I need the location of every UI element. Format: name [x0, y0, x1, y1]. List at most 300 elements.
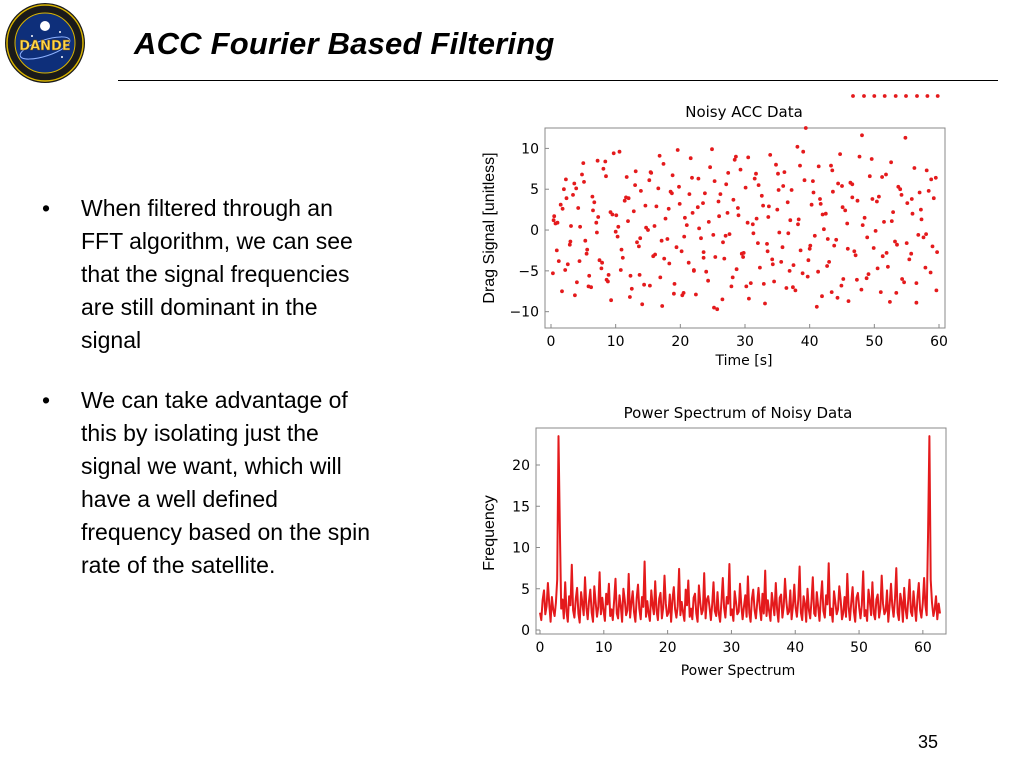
scatter-point: [724, 234, 728, 238]
x-tick-label: 40: [800, 334, 819, 350]
scatter-point: [850, 196, 854, 200]
x-tick-label: 50: [850, 640, 868, 656]
y-tick-label: 15: [512, 499, 530, 516]
x-tick-label: 40: [786, 640, 805, 656]
scatter-point: [602, 167, 606, 171]
scatter-point: [874, 229, 878, 233]
scatter-point: [592, 200, 596, 204]
scatter-point: [688, 192, 692, 196]
scatter-point: [713, 179, 717, 183]
scatter-point: [832, 244, 836, 248]
scatter-point: [614, 230, 618, 234]
scatter-point: [682, 235, 686, 239]
scatter-point: [905, 201, 909, 205]
scatter-point: [563, 268, 567, 272]
scatter-point: [796, 222, 800, 226]
scatter-point: [587, 274, 591, 278]
scatter-point: [616, 225, 620, 229]
scatter-point: [834, 238, 838, 242]
scatter-point: [569, 240, 573, 244]
scatter-point: [737, 213, 741, 217]
scatter-point: [571, 193, 575, 197]
scatter-point: [710, 147, 714, 151]
scatter-point: [660, 239, 664, 243]
scatter-point: [766, 249, 770, 253]
bullet-text: When filtered through an FFT algorithm, we can see that the signal frequencies are still dominant in the signal: [81, 195, 353, 353]
scatter-point: [856, 199, 860, 203]
scatter-point: [742, 251, 746, 255]
scatter-point: [861, 223, 865, 227]
scatter-point: [640, 302, 644, 306]
scatter-point: [568, 243, 572, 247]
y-axis-label: Drag Signal [unitless]: [481, 152, 498, 304]
x-tick-label: 30: [722, 640, 741, 656]
scatter-point: [922, 236, 926, 240]
scatter-point: [904, 94, 908, 98]
scatter-point: [722, 257, 726, 261]
scatter-point: [757, 183, 761, 187]
scatter-point: [846, 247, 850, 251]
scatter-point: [788, 218, 792, 222]
chart-title: Power Spectrum of Noisy Data: [623, 404, 853, 422]
scatter-point: [755, 217, 759, 221]
scatter-point: [621, 256, 625, 260]
scatter-point: [565, 196, 569, 200]
scatter-point: [707, 220, 711, 224]
scatter-point: [667, 262, 671, 266]
scatter-point: [690, 176, 694, 180]
scatter-point: [744, 285, 748, 289]
scatter-point: [618, 150, 622, 154]
scatter-point: [741, 255, 745, 259]
scatter-point: [573, 293, 577, 297]
x-tick-label: 30: [736, 334, 754, 350]
scatter-point: [785, 286, 789, 290]
scatter-point: [625, 175, 629, 179]
scatter-point: [689, 156, 693, 160]
scatter-point: [594, 221, 598, 225]
scatter-point: [858, 155, 862, 159]
scatter-point: [843, 209, 847, 213]
scatter-point: [721, 240, 725, 244]
scatter-point: [762, 282, 766, 286]
scatter-point: [840, 284, 844, 288]
scatter-point: [855, 278, 859, 282]
x-tick-label: 10: [606, 334, 625, 350]
scatter-point: [699, 236, 703, 240]
scatter-point: [934, 176, 938, 180]
scatter-point: [683, 216, 687, 220]
y-axis-ticks: [509, 141, 549, 320]
scatter-point: [603, 160, 607, 164]
scatter-point: [655, 205, 659, 209]
scatter-point: [890, 219, 894, 223]
bullet-glyph: •: [42, 195, 51, 221]
scatter-point: [877, 195, 881, 199]
bullet-item: [40, 384, 370, 582]
scatter-point: [673, 282, 677, 286]
scatter-point: [836, 182, 840, 186]
scatter-point: [804, 126, 808, 130]
y-tick-label: 5: [530, 182, 539, 199]
scatter-point: [585, 252, 589, 256]
scatter-point: [936, 94, 940, 98]
scatter-point: [915, 281, 919, 285]
scatter-point: [852, 249, 856, 253]
scatter-point: [676, 148, 680, 152]
scatter-point: [607, 273, 611, 277]
x-axis-label: Time [s]: [715, 353, 773, 369]
slide-title: ACC Fourier Based Filtering: [134, 26, 555, 61]
scatter-point: [572, 182, 576, 186]
scatter-point: [876, 267, 880, 271]
scatter-point: [758, 266, 762, 270]
scatter-point: [801, 271, 805, 275]
scatter-point: [931, 245, 935, 249]
scatter-point: [824, 212, 828, 216]
scatter-point: [648, 284, 652, 288]
x-tick-label: 60: [913, 640, 932, 656]
y-axis-label: Frequency: [481, 495, 498, 571]
scatter-point: [660, 304, 664, 308]
scatter-point: [680, 249, 684, 253]
bullet-text: We can take advantage of this by isolating just the signal we want, which will have a well defined frequency based on the spin rate of the satellite.: [81, 387, 370, 578]
scatter-point: [721, 298, 725, 302]
scatter-point: [806, 275, 810, 279]
scatter-point: [920, 218, 924, 222]
scatter-point: [600, 267, 604, 271]
scatter-point: [895, 243, 899, 247]
scatter-point: [632, 209, 636, 213]
scatter-point: [821, 213, 825, 217]
scatter-point: [868, 174, 872, 178]
scatter-point: [638, 273, 642, 277]
scatter-point: [888, 300, 892, 304]
scatter-point: [559, 203, 563, 207]
scatter-point: [728, 232, 732, 236]
scatter-point: [803, 178, 807, 182]
scatter-point: [777, 188, 781, 192]
scatter-point: [696, 205, 700, 209]
scatter-point: [551, 271, 555, 275]
scatter-point: [831, 190, 835, 194]
scatter-point: [927, 189, 931, 193]
scatter-point: [691, 211, 695, 215]
scatter-point: [578, 259, 582, 263]
scatter-point: [746, 221, 750, 225]
scatter-point: [706, 279, 710, 283]
scatter-point: [770, 258, 774, 262]
scatter-point: [626, 219, 630, 223]
scatter-point: [628, 295, 632, 299]
scatter-point: [646, 228, 650, 232]
scatter-point: [591, 209, 595, 213]
scatter-point: [796, 145, 800, 149]
scatter-point: [713, 255, 717, 259]
scatter-point: [768, 153, 772, 157]
scatter-point: [736, 206, 740, 210]
scatter-point: [574, 187, 578, 191]
scatter-point: [677, 185, 681, 189]
scatter-point: [885, 251, 889, 255]
scatter-point: [841, 277, 845, 281]
scatter-point: [860, 288, 864, 292]
scatter-point: [819, 202, 823, 206]
scatter-point: [808, 247, 812, 251]
scatter-point: [865, 276, 869, 280]
scatter-point: [555, 249, 559, 253]
scatter-point: [788, 269, 792, 273]
scatter-point: [637, 245, 641, 249]
scatter-point: [918, 191, 922, 195]
scatter-point: [658, 276, 662, 280]
chart-title: Noisy ACC Data: [685, 103, 803, 121]
scatter-point: [840, 184, 844, 188]
scatter-point: [915, 301, 919, 305]
scatter-point: [781, 184, 785, 188]
scatter-point: [880, 175, 884, 179]
scatter-point: [739, 168, 743, 172]
scatter-point: [575, 280, 579, 284]
scatter-point: [697, 177, 701, 181]
scatter-point: [662, 257, 666, 261]
scatter-point: [751, 222, 755, 226]
scatter-point: [560, 289, 564, 293]
scatter-point: [862, 94, 866, 98]
scatter-point: [670, 191, 674, 195]
x-axis-label: Power Spectrum: [680, 663, 796, 679]
scatter-point: [583, 239, 587, 243]
scatter-point: [656, 187, 660, 191]
scatter-point: [619, 268, 623, 272]
scatter-point: [924, 266, 928, 270]
scatter-point: [627, 196, 631, 200]
scatter-point: [851, 94, 855, 98]
scatter-point: [886, 265, 890, 269]
scatter-point: [884, 173, 888, 177]
scatter-point: [816, 270, 820, 274]
scatter-point: [561, 207, 565, 211]
scatter-point: [552, 214, 556, 218]
x-tick-label: 20: [658, 640, 677, 656]
scatter-point: [797, 218, 801, 222]
scatter-point: [587, 285, 591, 289]
scatter-point: [801, 150, 805, 154]
scatter-point: [752, 231, 756, 235]
scatter-point: [694, 293, 698, 297]
scatter-point: [596, 159, 600, 163]
x-tick-label: 50: [865, 334, 884, 350]
logo-text: DANDE: [19, 39, 71, 54]
page-number: 35: [917, 732, 938, 752]
scatter-point: [653, 253, 657, 257]
scatter-point: [647, 178, 651, 182]
scatter-point: [562, 187, 566, 191]
scatter-point: [926, 94, 930, 98]
scatter-point: [614, 213, 618, 217]
bullet-item: [40, 192, 370, 357]
scatter-point: [576, 206, 580, 210]
x-tick-label: 0: [546, 334, 556, 350]
scatter-point: [581, 161, 585, 165]
scatter-point: [685, 223, 689, 227]
scatter-point: [811, 179, 815, 183]
scatter-point: [585, 248, 589, 252]
scatter-point: [566, 262, 570, 266]
scatter-point: [732, 198, 736, 202]
title-divider: [118, 80, 998, 81]
scatter-point: [629, 274, 633, 278]
plot-frame: [545, 128, 945, 328]
scatter-point: [638, 236, 642, 240]
scatter-point: [870, 157, 874, 161]
scatter-point: [863, 216, 867, 220]
scatter-point: [744, 186, 748, 190]
scatter-point: [907, 258, 911, 262]
scatter-point: [556, 221, 560, 225]
scatter-point: [658, 154, 662, 158]
scatter-point: [671, 173, 675, 177]
scatter-point: [642, 283, 646, 287]
scatter-point: [860, 133, 864, 137]
scatter-point: [754, 172, 758, 176]
power-spectrum-line-chart: [470, 400, 950, 690]
scatter-point: [772, 280, 776, 284]
scatter-point: [596, 215, 600, 219]
scatter-point: [680, 293, 684, 297]
scatter-point: [867, 272, 871, 276]
scatter-point: [763, 302, 767, 306]
scatter-point: [898, 187, 902, 191]
scatter-point: [644, 204, 648, 208]
scatter-point: [756, 241, 760, 245]
scatter-point: [841, 205, 845, 209]
x-tick-label: 20: [671, 334, 690, 350]
scatter-point: [786, 200, 790, 204]
scatter-point: [792, 263, 796, 267]
scatter-point: [808, 244, 812, 248]
scatter-point: [616, 235, 620, 239]
scatter-point: [717, 214, 721, 218]
scatter-point: [815, 305, 819, 309]
scatter-point: [894, 291, 898, 295]
scatter-point: [818, 197, 822, 201]
scatter-point: [794, 289, 798, 293]
scatter-point: [635, 240, 639, 244]
scatter-point: [872, 246, 876, 250]
scatter-point: [760, 194, 764, 198]
scatter-point: [882, 220, 886, 224]
scatter-point: [712, 306, 716, 310]
scatter-point: [604, 174, 608, 178]
scatter-point: [909, 252, 913, 256]
scatter-point: [667, 207, 671, 211]
scatter-point: [817, 165, 821, 169]
scatter-point: [702, 250, 706, 254]
scatter-point: [775, 208, 779, 212]
x-tick-label: 0: [535, 640, 545, 656]
scatter-point: [774, 163, 778, 167]
scatter-point: [771, 262, 775, 266]
scatter-point: [798, 164, 802, 168]
scatter-point: [925, 169, 929, 173]
scatter-point: [687, 261, 691, 265]
scatter-point: [747, 297, 751, 301]
y-tick-label: 20: [512, 458, 530, 474]
scatter-point: [916, 233, 920, 237]
y-tick-label: 10: [521, 141, 539, 158]
scatter-point: [790, 188, 794, 192]
x-tick-label: 10: [594, 640, 613, 656]
scatter-point: [807, 258, 811, 262]
scatter-point: [779, 260, 783, 264]
scatter-point: [569, 224, 573, 228]
scatter-point: [836, 296, 840, 300]
scatter-point: [826, 237, 830, 241]
scatter-point: [812, 191, 816, 195]
scatter-point: [765, 242, 769, 246]
scatter-point: [703, 191, 707, 195]
scatter-point: [708, 165, 712, 169]
scatter-point: [766, 215, 770, 219]
scatter-point: [726, 171, 730, 175]
y-tick-label: −5: [518, 263, 539, 280]
scatter-point: [845, 222, 849, 226]
scatter-point: [820, 294, 824, 298]
scatter-point: [935, 289, 939, 293]
scatter-point: [634, 169, 638, 173]
scatter-point: [578, 225, 582, 229]
scatter-point: [847, 299, 851, 303]
scatter-point: [902, 280, 906, 284]
scatter-point: [653, 224, 657, 228]
scatter-point: [776, 172, 780, 176]
scatter-point: [905, 241, 909, 245]
scatter-point: [883, 94, 887, 98]
scatter-point: [822, 227, 826, 231]
scatter-point: [630, 287, 634, 291]
scatter-point: [904, 136, 908, 140]
scatter-point: [726, 211, 730, 215]
scatter-point: [734, 155, 738, 159]
scatter-point: [672, 292, 676, 296]
scatter-point: [711, 233, 715, 237]
scatter-point: [666, 237, 670, 241]
scatter-point: [872, 94, 876, 98]
scatter-point: [675, 245, 679, 249]
scatter-point: [731, 276, 735, 280]
x-tick-label: 60: [930, 334, 948, 350]
scatter-point: [929, 178, 933, 182]
scatter-point: [735, 267, 739, 271]
scatter-point: [749, 281, 753, 285]
scatter-point: [591, 195, 595, 199]
scatter-point: [919, 208, 923, 212]
scatter-point: [865, 236, 869, 240]
scatter-point: [910, 197, 914, 201]
scatter-point: [777, 231, 781, 235]
scatter-point: [702, 256, 706, 260]
scatter-point: [924, 232, 928, 236]
scatter-point: [929, 271, 933, 275]
scatter-point: [875, 200, 879, 204]
scatter-point: [889, 160, 893, 164]
scatter-point: [633, 183, 637, 187]
scatter-point: [913, 166, 917, 170]
scatter-point: [915, 94, 919, 98]
scatter-point: [719, 192, 723, 196]
scatter-point: [891, 210, 895, 214]
